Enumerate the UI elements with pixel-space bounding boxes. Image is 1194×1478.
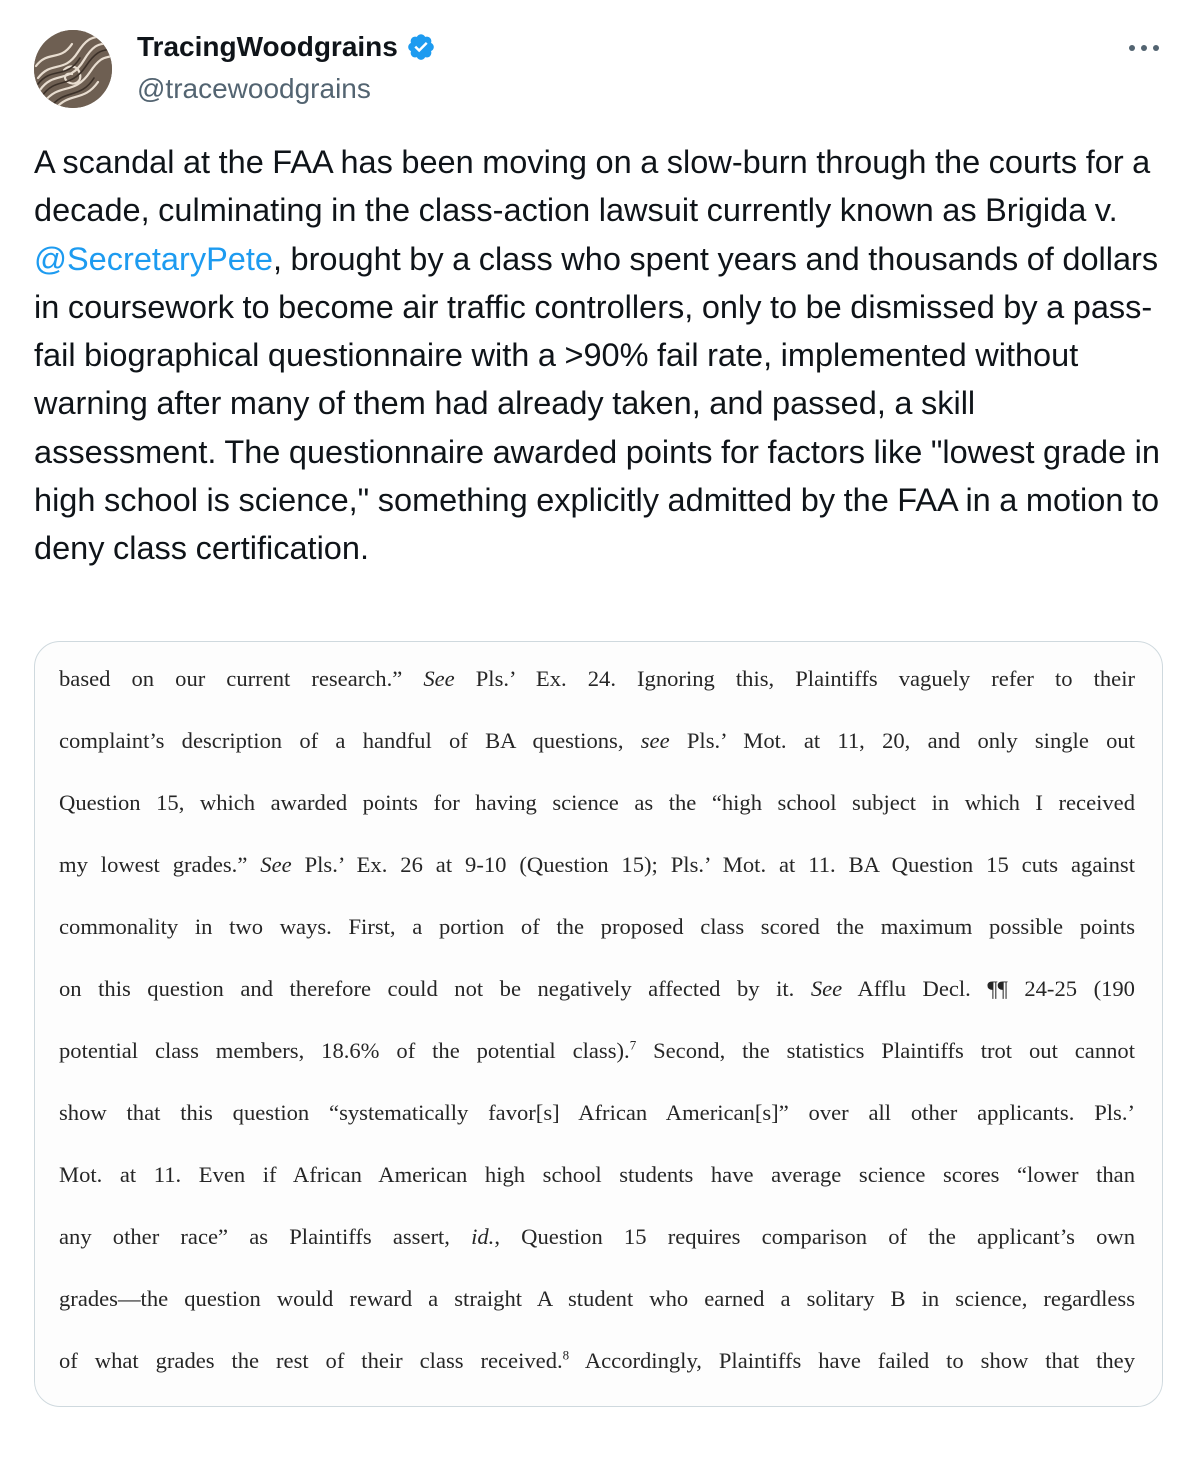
attached-image[interactable] <box>34 641 1163 1407</box>
document-line <box>59 846 1135 908</box>
more-horizontal-icon <box>1127 43 1161 53</box>
footnote-marker: 7 <box>629 1037 637 1053</box>
document-text-run: any other race” as Plaintiffs assert, <box>59 1224 472 1249</box>
document-line <box>59 1156 1135 1218</box>
verified-badge-icon[interactable] <box>406 32 436 62</box>
document-text-run: Pls.’ Mot. at 11, 20, and only single out <box>669 728 1135 753</box>
document-text-run: complaint’s description of a handful of BA questions, <box>59 728 641 753</box>
tweet-text-part-2: , brought by a class who spent years and thousands of dollars in coursework to become air traffic controllers, only to be dismissed by a pass-fail biographical questionnaire with a >90% fail rate, implemented without warning after many of them had already taken, and passed, a skill assessment. The questionnaire awarded points for factors like "lowest grade in high school is science," something explicitly admitted by the FAA in a motion to deny class certification. <box>34 240 1160 567</box>
author-avatar[interactable] <box>34 30 112 108</box>
document-line <box>59 1280 1135 1342</box>
tweet-text-part-1: A scandal at the FAA has been moving on a slow-burn through the courts for a decade, culminating in the class-action lawsuit currently known as Brigida v. <box>34 144 1151 229</box>
document-line <box>59 1218 1135 1280</box>
tweet-text <box>34 138 1164 573</box>
document-text-run: on this question and therefore could not be negatively affected by it. <box>59 976 811 1001</box>
document-text-run: Mot. at 11. Even if African American high school students have average science scores “lower than <box>59 1162 1135 1187</box>
footnote-marker: 8 <box>562 1347 570 1363</box>
document-text-run: of what grades the rest of their class received. <box>59 1348 563 1373</box>
document-text-run: my lowest grades.” <box>59 852 261 877</box>
document-citation-signal: see <box>640 728 670 753</box>
document-text-run: commonality in two ways. First, a portion of the proposed class scored the maximum possible points <box>59 914 1135 939</box>
author-display-name[interactable]: TracingWoodgrains <box>137 31 398 62</box>
document-text-run: Second, the statistics Plaintiffs trot out cannot <box>636 1038 1135 1063</box>
document-line <box>59 660 1135 722</box>
document-text-run: Accordingly, Plaintiffs have failed to show that they <box>569 1348 1135 1373</box>
mention-link[interactable]: @SecretaryPete <box>34 240 273 277</box>
author-name-row[interactable] <box>137 29 436 65</box>
document-citation-signal: See <box>260 852 292 877</box>
document-citation-signal: See <box>810 976 843 1001</box>
court-document-excerpt <box>59 660 1135 1404</box>
document-line <box>59 908 1135 970</box>
document-line <box>59 1032 1135 1094</box>
author-handle[interactable]: @tracewoodgrains <box>137 73 371 104</box>
document-line <box>59 1342 1135 1404</box>
document-text-run: Afflu Decl. ¶¶ 24-25 (190 <box>842 976 1135 1001</box>
document-text-run: Question 15, which awarded points for having science as the “high school subject in which I received <box>59 790 1135 815</box>
document-text-run: Pls.’ Ex. 26 at 9-10 (Question 15); Pls.’ Mot. at 11. BA Question 15 cuts against <box>291 852 1135 877</box>
document-line <box>59 1094 1135 1156</box>
document-text-run: based on our current research.” <box>59 666 424 691</box>
document-line <box>59 722 1135 784</box>
document-text-run: potential class members, 18.6% of the potential class). <box>59 1038 630 1063</box>
document-citation-signal: See <box>423 666 455 691</box>
document-citation-signal: id. <box>471 1224 495 1249</box>
document-text-run: grades—the question would reward a straight A student who earned a solitary B in science, regardless <box>59 1286 1135 1311</box>
document-line <box>59 970 1135 1032</box>
more-options-button[interactable] <box>1124 34 1164 62</box>
document-line <box>59 784 1135 846</box>
document-text-run: Pls.’ Ex. 24. Ignoring this, Plaintiffs vaguely refer to their <box>454 666 1135 691</box>
document-text-run: show that this question “systematically favor[s] African American[s]” over all other applicants. Pls.’ <box>59 1100 1135 1125</box>
woodgrain-avatar-icon <box>34 30 112 108</box>
document-text-run: , Question 15 requires comparison of the applicant’s own <box>494 1224 1135 1249</box>
